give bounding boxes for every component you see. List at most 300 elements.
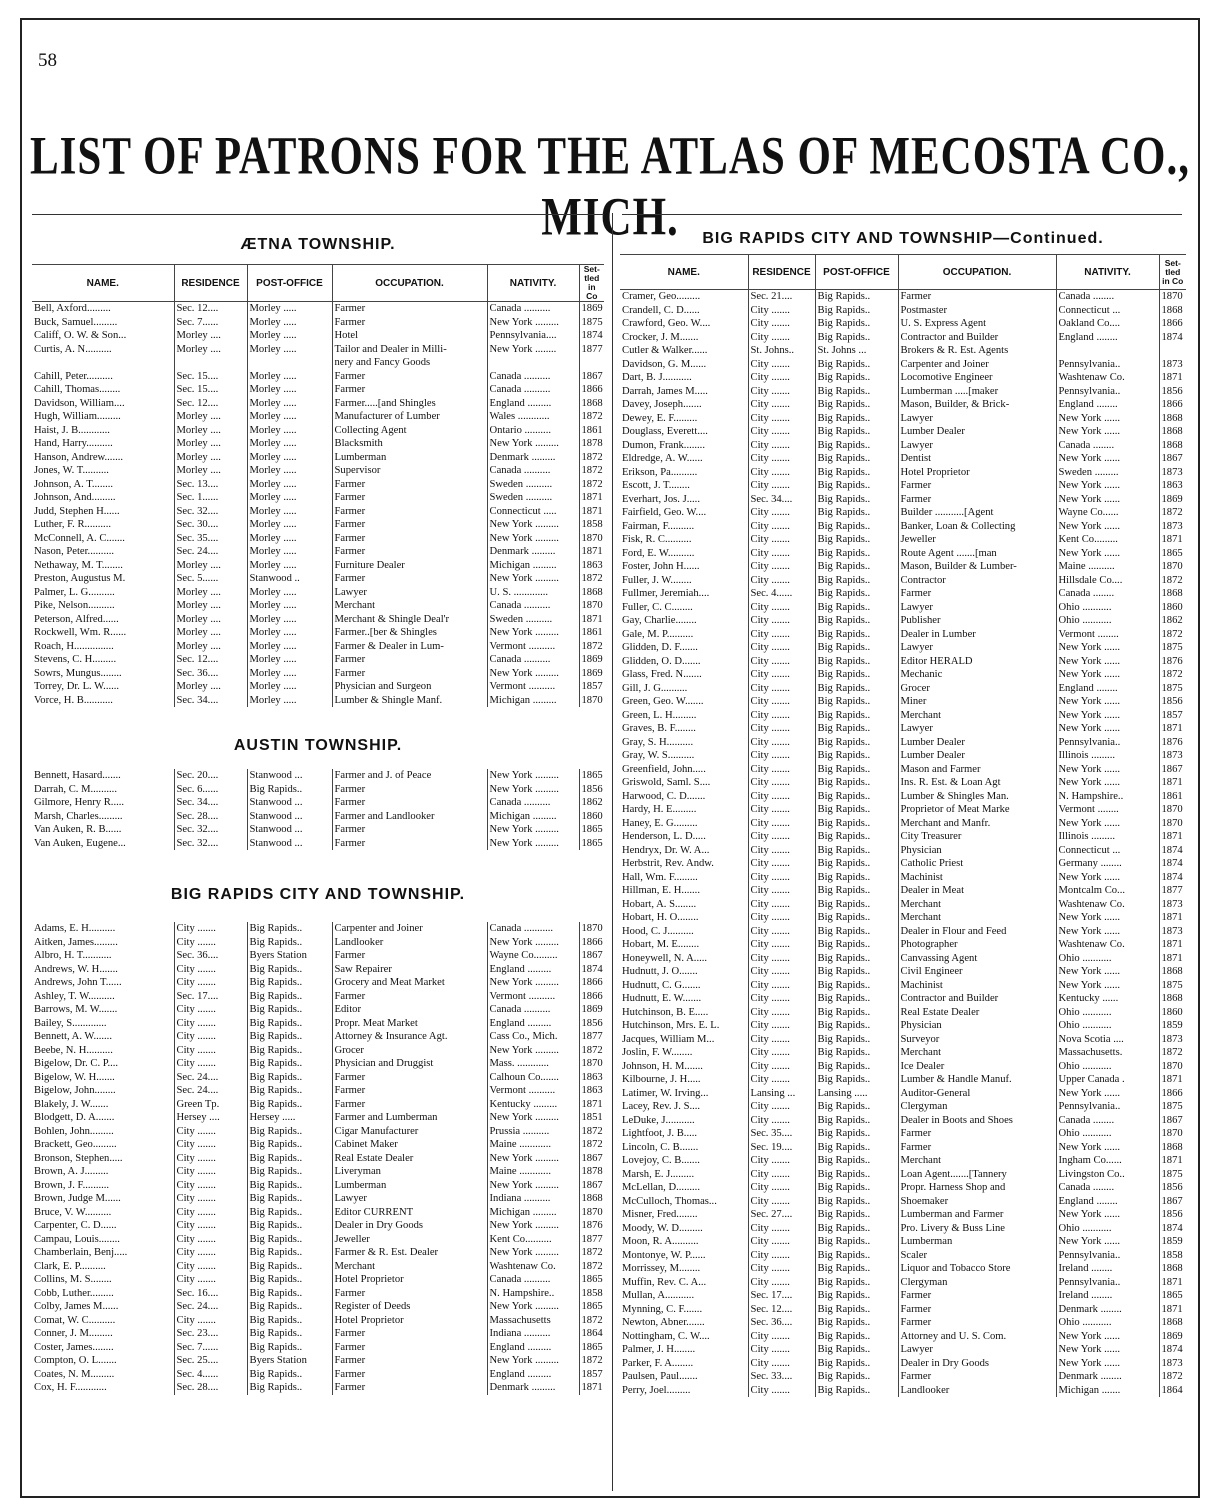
cell-post-office: Big Rapids.. (815, 479, 898, 493)
cell-name: Dart, B. J........... (622, 372, 692, 383)
cell-residence: City ....... (748, 371, 815, 385)
cell-occupation: Physician and Druggist (332, 1057, 487, 1071)
cell-occupation: Carpenter and Joiner (332, 922, 487, 936)
table-row (32, 976, 604, 990)
cell-occupation: Lumberman (332, 451, 487, 465)
cell-residence: Sec. 1...... (174, 491, 247, 505)
cell-residence: Sec. 16.... (174, 1287, 247, 1301)
cell-post-office: Big Rapids.. (815, 1073, 898, 1087)
table-row (620, 1168, 1186, 1182)
cell-post-office: Big Rapids.. (815, 898, 898, 912)
cell-residence: Sec. 34.... (174, 694, 247, 708)
cell-nativity: Canada .......... (487, 383, 579, 397)
cell-residence: City ....... (174, 1219, 247, 1233)
cell-nativity: Prussia .......... (487, 1125, 579, 1139)
cell-residence: City ....... (748, 1262, 815, 1276)
cell-post-office: Morley ..... (247, 491, 332, 505)
cell-nativity: Denmark ......... (487, 1381, 579, 1395)
cell-post-office: Big Rapids.. (815, 1019, 898, 1033)
cell-occupation: Register of Deeds (332, 1300, 487, 1314)
cell-occupation: Lawyer (898, 601, 1056, 615)
cell-settled: 1860 (579, 810, 604, 824)
table-row (620, 1208, 1186, 1222)
table-row (620, 574, 1186, 588)
cell-nativity: Michigan ......... (487, 559, 579, 573)
table-row (32, 1246, 604, 1260)
cell-nativity: Pennsylvania.. (1056, 385, 1159, 399)
cell-occupation: Farmer..[ber & Shingles (332, 626, 487, 640)
cell-occupation: Catholic Priest (898, 857, 1056, 871)
cell-settled (1159, 344, 1186, 358)
cell-occupation: Merchant (898, 898, 1056, 912)
table-row (32, 1260, 604, 1274)
cell-settled: 1867 (1159, 452, 1186, 466)
cell-occupation: Real Estate Dealer (332, 1152, 487, 1166)
table-row (32, 1071, 604, 1085)
cell-nativity: Canada .......... (487, 796, 579, 810)
cell-residence: City ....... (748, 682, 815, 696)
table-row (32, 437, 604, 451)
cell-residence: Sec. 36.... (748, 1316, 815, 1330)
cell-settled: 1872 (1159, 628, 1186, 642)
table-row (620, 844, 1186, 858)
cell-occupation: Supervisor (332, 464, 487, 478)
cell-nativity: New York ...... (1056, 668, 1159, 682)
cell-occupation: Attorney and U. S. Com. (898, 1330, 1056, 1344)
cell-settled: 1875 (1159, 641, 1186, 655)
cell-name: Bailey, S............. (34, 1017, 107, 1029)
table-row (620, 965, 1186, 979)
cell-post-office: Big Rapids.. (815, 1208, 898, 1222)
cell-settled: 1872 (579, 451, 604, 465)
cell-occupation: Mason, Builder & Lumber- (898, 560, 1056, 574)
cell-occupation: Dealer in Meat (898, 884, 1056, 898)
table-row (620, 979, 1186, 993)
cell-nativity: Ohio ........... (1056, 1006, 1159, 1020)
cell-post-office: Morley ..... (247, 424, 332, 438)
cell-settled: 1877 (579, 343, 604, 357)
cell-name: Coates, N. M......... (34, 1368, 115, 1380)
cell-nativity: New York ......... (487, 1179, 579, 1193)
cell-name: Comat, W. C.......... (34, 1314, 116, 1326)
cell-nativity: New York ...... (1056, 641, 1159, 655)
table-row (32, 823, 604, 837)
cell-post-office: Big Rapids.. (815, 776, 898, 790)
cell-occupation: Farmer (332, 1098, 487, 1112)
cell-name: Paulsen, Paul....... (622, 1371, 698, 1382)
cell-nativity: Massachusetts. (1056, 1046, 1159, 1060)
table-row (620, 1222, 1186, 1236)
table-row (620, 452, 1186, 466)
cell-settled: 1872 (1159, 668, 1186, 682)
cell-nativity: Canada ........ (1056, 290, 1159, 304)
cell-occupation: Farmer (898, 587, 1056, 601)
cell-residence: City ....... (748, 628, 815, 642)
cell-nativity: New York ...... (1056, 965, 1159, 979)
cell-post-office: Morley ..... (247, 370, 332, 384)
cell-settled: 1867 (1159, 1195, 1186, 1209)
cell-post-office: Big Rapids.. (815, 722, 898, 736)
cell-occupation: Contractor and Builder (898, 992, 1056, 1006)
cell-residence: City ....... (748, 1249, 815, 1263)
table-row (32, 599, 604, 613)
table-row (32, 680, 604, 694)
cell-residence: City ....... (748, 722, 815, 736)
cell-occupation: Route Agent .......[man (898, 547, 1056, 561)
cell-post-office: Big Rapids.. (247, 1003, 332, 1017)
cell-residence: City ....... (748, 803, 815, 817)
title-rule-right (622, 214, 1182, 215)
cell-nativity: Canada .......... (487, 599, 579, 613)
cell-residence: City ....... (748, 385, 815, 399)
cell-settled: 1871 (1159, 911, 1186, 925)
cell-settled: 1869 (1159, 493, 1186, 507)
cell-residence: Sec. 21.... (748, 290, 815, 304)
cell-residence: City ....... (748, 1181, 815, 1195)
cell-settled: 1869 (579, 1003, 604, 1017)
cell-nativity: New York ......... (487, 1219, 579, 1233)
cell-name: Carpenter, C. D...... (34, 1220, 117, 1231)
cell-residence: Sec. 24.... (174, 545, 247, 559)
cell-occupation: Manufacturer of Lumber (332, 410, 487, 424)
cell-nativity: New York ......... (487, 316, 579, 330)
cell-nativity: Canada ........ (1056, 1181, 1159, 1195)
cell-occupation: Hotel Proprietor (898, 466, 1056, 480)
cell-post-office: Big Rapids.. (815, 1006, 898, 1020)
cell-settled: 1872 (579, 410, 604, 424)
cell-occupation: Farmer (898, 1289, 1056, 1303)
cell-name: Harwood, C. D....... (622, 790, 706, 802)
cell-settled (579, 356, 604, 370)
cell-post-office: Morley ..... (247, 599, 332, 613)
cell-nativity: New York ...... (1056, 1357, 1159, 1371)
table-row (32, 1152, 604, 1166)
cell-occupation: Landlooker (332, 936, 487, 950)
cell-occupation: Jeweller (332, 1233, 487, 1247)
cell-post-office: Hersey ..... (247, 1111, 332, 1125)
cell-residence: Sec. 19.... (748, 1141, 815, 1155)
cell-occupation: Farmer (332, 1368, 487, 1382)
cell-settled: 1871 (579, 613, 604, 627)
cell-occupation: Propr. Meat Market (332, 1017, 487, 1031)
cell-name: Bronson, Stephen..... (34, 1152, 123, 1164)
table-row (620, 1006, 1186, 1020)
cell-settled: 1873 (1159, 520, 1186, 534)
table-row (620, 695, 1186, 709)
cell-post-office: Big Rapids.. (247, 1206, 332, 1220)
table-row (620, 1087, 1186, 1101)
cell-name: Bennett, Hasard....... (34, 770, 121, 781)
cell-post-office: Big Rapids.. (247, 1179, 332, 1193)
cell-residence: City ....... (748, 1100, 815, 1114)
cell-settled: 1860 (1159, 601, 1186, 615)
cell-occupation: Farmer (898, 290, 1056, 304)
cell-settled: 1875 (1159, 979, 1186, 993)
cell-name: Dumon, Frank........ (622, 439, 705, 451)
cell-post-office: Big Rapids.. (815, 1141, 898, 1155)
cell-residence: City ....... (174, 1273, 247, 1287)
cell-name: Roach, H............... (34, 640, 114, 652)
table-row (32, 505, 604, 519)
cell-settled: 1871 (1159, 533, 1186, 547)
cell-name: Hand, Harry.......... (34, 438, 113, 449)
cell-settled: 1871 (579, 505, 604, 519)
cell-post-office: Big Rapids.. (815, 668, 898, 682)
cell-occupation: Merchant & Shingle Deal'r (332, 613, 487, 627)
table-row (620, 1330, 1186, 1344)
cell-settled: 1871 (579, 1381, 604, 1395)
cell-post-office: Big Rapids.. (247, 1030, 332, 1044)
table-row (32, 1179, 604, 1193)
cell-nativity: New York ...... (1056, 817, 1159, 831)
cell-nativity (1056, 344, 1159, 358)
cell-name: Davidson, William.... (34, 397, 125, 409)
cell-residence: City ....... (748, 520, 815, 534)
cell-occupation: Locomotive Engineer (898, 371, 1056, 385)
cell-nativity: New York ......... (487, 1044, 579, 1058)
cell-residence: Sec. 30.... (174, 518, 247, 532)
cell-occupation: Miner (898, 695, 1056, 709)
cell-name: Van Auken, Eugene... (34, 837, 126, 849)
cell-residence: City ....... (748, 952, 815, 966)
cell-residence: Sec. 24.... (174, 1084, 247, 1098)
cell-residence: Sec. 28.... (174, 1381, 247, 1395)
big-rapids-continued-table (620, 254, 1186, 1397)
cell-name: McConnell, A. C....... (34, 532, 125, 544)
cell-nativity: Washtenaw Co. (1056, 898, 1159, 912)
cell-settled: 1869 (579, 653, 604, 667)
table-row (32, 397, 604, 411)
cell-post-office: Big Rapids.. (247, 1165, 332, 1179)
table-row (32, 518, 604, 532)
cell-post-office: Big Rapids.. (815, 1343, 898, 1357)
cell-residence: Sec. 12.... (174, 653, 247, 667)
cell-post-office: Big Rapids.. (815, 574, 898, 588)
cell-post-office: Big Rapids.. (247, 1017, 332, 1031)
cell-post-office: Big Rapids.. (247, 1098, 332, 1112)
table-row (620, 1114, 1186, 1128)
cell-occupation: Auditor-General (898, 1087, 1056, 1101)
cell-settled: 1874 (1159, 871, 1186, 885)
cell-post-office: Morley ..... (247, 437, 332, 451)
cell-post-office: Big Rapids.. (815, 317, 898, 331)
cell-residence: City ....... (748, 871, 815, 885)
cell-occupation: Physician and Surgeon (332, 680, 487, 694)
cell-occupation: Farmer (332, 1327, 487, 1341)
cell-residence: Sec. 32.... (174, 837, 247, 851)
cell-post-office: Big Rapids.. (815, 587, 898, 601)
table-row (620, 304, 1186, 318)
cell-residence: City ....... (748, 1195, 815, 1209)
cell-residence: Sec. 7...... (174, 1341, 247, 1355)
cell-nativity: New York ...... (1056, 871, 1159, 885)
cell-settled: 1862 (1159, 614, 1186, 628)
cell-nativity: New York ......... (487, 1111, 579, 1125)
cell-settled: 1871 (1159, 830, 1186, 844)
cell-post-office: Big Rapids.. (815, 965, 898, 979)
cell-nativity: Ohio ........... (1056, 1060, 1159, 1074)
cell-post-office: Morley ..... (247, 613, 332, 627)
cell-nativity: New York ...... (1056, 493, 1159, 507)
cell-settled: 1870 (579, 532, 604, 546)
cell-name: Coster, James........ (34, 1341, 114, 1353)
cell-occupation: Dentist (898, 452, 1056, 466)
cell-settled: 1871 (1159, 938, 1186, 952)
cell-post-office: St. Johns ... (815, 344, 898, 358)
cell-settled: 1857 (579, 680, 604, 694)
cell-name: Montonye, W. P...... (622, 1249, 706, 1261)
table-row (620, 1235, 1186, 1249)
cell-post-office: Big Rapids.. (815, 466, 898, 480)
cell-settled: 1866 (1159, 1087, 1186, 1101)
cell-post-office: Morley ..... (247, 505, 332, 519)
cell-settled: 1866 (1159, 398, 1186, 412)
table-row (620, 1195, 1186, 1209)
cell-name: Hugh, William......... (34, 411, 121, 422)
cell-residence: Sec. 34.... (174, 796, 247, 810)
cell-post-office: Big Rapids.. (247, 1057, 332, 1071)
cell-name: Hudnutt, E. W....... (622, 993, 702, 1004)
cell-occupation: Farmer (332, 302, 487, 316)
cell-residence: Morley .... (174, 640, 247, 654)
cell-occupation: Physician (898, 844, 1056, 858)
cell-post-office: Big Rapids.. (815, 803, 898, 817)
page-title: LIST OF PATRONS FOR THE ATLAS OF MECOSTA CO., MICH. (29, 127, 1191, 247)
cell-name: Rockwell, Wm. R...... (34, 627, 127, 638)
cell-residence: City ....... (748, 560, 815, 574)
table-row (32, 370, 604, 384)
cell-settled: 1873 (1159, 1357, 1186, 1371)
cell-settled: 1871 (1159, 952, 1186, 966)
cell-nativity: Wayne Co......... (487, 949, 579, 963)
cell-occupation: Saw Repairer (332, 963, 487, 977)
cell-occupation: Farmer (332, 1341, 487, 1355)
cell-name: Joslin, F. W........ (622, 1047, 693, 1058)
cell-nativity: Washtenaw Co. (1056, 938, 1159, 952)
cell-settled: 1873 (1159, 898, 1186, 912)
cell-occupation: Farmer (332, 491, 487, 505)
table-row (32, 653, 604, 667)
cell-occupation: Civil Engineer (898, 965, 1056, 979)
table-row (620, 520, 1186, 534)
cell-nativity: Sweden .......... (487, 478, 579, 492)
cell-name: Darrah, James M..... (622, 385, 708, 397)
cell-name: Adams, E. H.......... (34, 923, 116, 934)
table-row (32, 1314, 604, 1328)
cell-occupation: Editor CURRENT (332, 1206, 487, 1220)
cell-post-office: Stanwood ... (247, 810, 332, 824)
cell-residence: City ....... (748, 331, 815, 345)
cell-settled: 1878 (579, 1165, 604, 1179)
table-row (32, 316, 604, 330)
cell-post-office: Big Rapids.. (247, 976, 332, 990)
cell-name: Fuller, C. C........ (622, 601, 693, 613)
cell-occupation: Cigar Manufacturer (332, 1125, 487, 1139)
cell-occupation: Grocer (332, 1044, 487, 1058)
table-row (620, 533, 1186, 547)
cell-settled: 1867 (579, 949, 604, 963)
cell-name: Herbstrit, Rev. Andw. (622, 858, 714, 869)
table-row (32, 1111, 604, 1125)
cell-settled: 1871 (1159, 776, 1186, 790)
cell-nativity: New York ......... (487, 936, 579, 950)
cell-name: Hobart, A. S........ (622, 898, 697, 910)
cell-settled: 1868 (1159, 412, 1186, 426)
cell-post-office: Stanwood .. (247, 572, 332, 586)
table-row (32, 1354, 604, 1368)
cell-nativity: Maine ............ (487, 1165, 579, 1179)
table-row (620, 749, 1186, 763)
cell-post-office: Big Rapids.. (815, 709, 898, 723)
cell-settled: 1870 (1159, 290, 1186, 304)
table-row (32, 356, 604, 370)
cell-settled: 1870 (579, 694, 604, 708)
austin-heading: AUSTIN TOWNSHIP. (233, 737, 403, 754)
cell-settled: 1864 (1159, 1384, 1186, 1398)
col-settled: Set-tled in Co (579, 265, 604, 302)
cell-occupation: Ins. R. Est. & Loan Agt (898, 776, 1056, 790)
cell-post-office: Big Rapids.. (815, 1249, 898, 1263)
cell-settled: 1870 (579, 922, 604, 936)
cell-residence: City ....... (174, 1003, 247, 1017)
cell-settled: 1868 (1159, 1316, 1186, 1330)
cell-post-office: Big Rapids.. (815, 1384, 898, 1398)
cell-settled: 1872 (579, 1354, 604, 1368)
cell-nativity: Connecticut ... (1056, 844, 1159, 858)
cell-name: Hendryx, Dr. W. A... (622, 844, 710, 856)
cell-residence: City ....... (748, 776, 815, 790)
cell-nativity: Ohio ........... (1056, 1222, 1159, 1236)
table-row (620, 668, 1186, 682)
cell-name: Hall, Wm. F......... (622, 871, 698, 883)
cell-settled: 1856 (1159, 1208, 1186, 1222)
cell-name: Bigelow, John........ (34, 1085, 116, 1096)
cell-residence: City ....... (174, 922, 247, 936)
cell-name: Green, Geo. W....... (622, 696, 704, 707)
cell-occupation: Farmer (332, 653, 487, 667)
cell-post-office: Big Rapids.. (815, 1181, 898, 1195)
cell-name: Curtis, A. N.......... (34, 343, 112, 355)
table-row (620, 1276, 1186, 1290)
cell-name: Kilbourne, J. H..... (622, 1074, 701, 1085)
table-row (32, 626, 604, 640)
cell-nativity: Kentucky ...... (1056, 992, 1159, 1006)
cell-occupation: Farmer (332, 316, 487, 330)
cell-post-office: Big Rapids.. (247, 1071, 332, 1085)
col-settled: Set-tled in Co (1159, 255, 1186, 290)
cell-occupation: Pro. Livery & Buss Line (898, 1222, 1056, 1236)
cell-name: Brown, Judge M...... (34, 1193, 121, 1204)
cell-occupation: Merchant (898, 1154, 1056, 1168)
cell-residence: City ....... (748, 1114, 815, 1128)
cell-settled: 1856 (1159, 1181, 1186, 1195)
table-row (620, 412, 1186, 426)
cell-residence (174, 356, 247, 370)
cell-post-office: Big Rapids.. (815, 520, 898, 534)
cell-post-office: Morley ..... (247, 397, 332, 411)
cell-name: Hood, C. J.......... (622, 925, 694, 937)
cell-occupation: City Treasurer (898, 830, 1056, 844)
cell-name: Haist, J. B............ (34, 424, 110, 436)
cell-occupation: Farmer (332, 532, 487, 546)
cell-nativity: Connecticut ..... (487, 505, 579, 519)
cell-nativity: New York ...... (1056, 1208, 1159, 1222)
cell-name: Lovejoy, C. B....... (622, 1155, 700, 1166)
cell-occupation: Farmer (332, 572, 487, 586)
cell-nativity: New York ......... (487, 837, 579, 851)
cell-nativity: Upper Canada . (1056, 1073, 1159, 1087)
table-row (32, 936, 604, 950)
